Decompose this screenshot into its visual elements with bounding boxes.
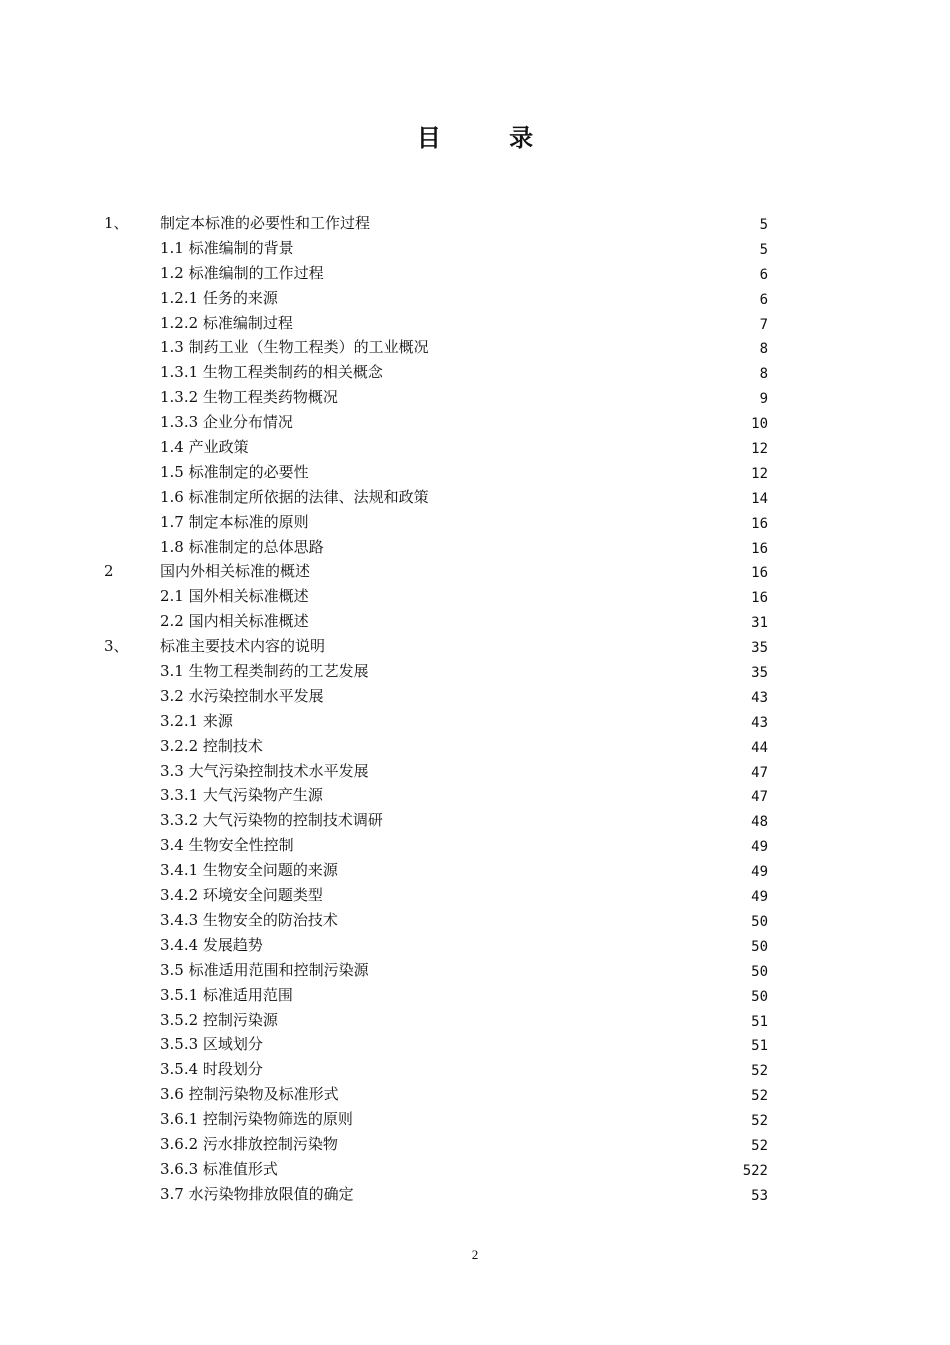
- toc-entry-page: 10: [751, 416, 768, 433]
- toc-entry-page: 49: [751, 839, 768, 856]
- toc-entry-page: 47: [751, 764, 768, 781]
- toc-entry[interactable]: [0, 559, 950, 584]
- toc-entry[interactable]: [0, 958, 950, 983]
- toc-entry-page: 50: [751, 938, 768, 955]
- toc-entry[interactable]: [0, 1057, 950, 1082]
- toc-entry-page: 14: [751, 490, 768, 507]
- toc-entry-title: 3.5.4 时段划分: [160, 1060, 263, 1079]
- toc-entry-title: 3.5 标准适用范围和控制污染源: [160, 960, 369, 979]
- toc-entry[interactable]: [0, 933, 950, 958]
- toc-entry-page: 5: [759, 217, 768, 233]
- toc-entry[interactable]: [0, 1008, 950, 1033]
- toc-entry-title: 3.6.2 污水排放控制污染物: [160, 1134, 338, 1153]
- toc-entry-page: 9: [759, 391, 768, 408]
- toc-entry[interactable]: [0, 286, 950, 311]
- toc-entry[interactable]: [0, 1082, 950, 1107]
- toc-entry-title: 3.5.2 控制污染源: [160, 1010, 278, 1029]
- toc-entry-page: 53: [751, 1187, 768, 1204]
- toc-entry[interactable]: [0, 634, 950, 659]
- toc-entry-title: 1.2.1 任务的来源: [160, 288, 278, 307]
- toc-entry-page: 44: [751, 739, 768, 756]
- toc-entry-title: 3.7 水污染物排放限值的确定: [160, 1184, 354, 1203]
- toc-entry[interactable]: [0, 709, 950, 734]
- toc-entry-title: 1.8 标准制定的总体思路: [160, 537, 324, 556]
- toc-entry-page: 50: [751, 963, 768, 980]
- toc-entry-title: 3.2.1 来源: [160, 711, 233, 730]
- toc-entry[interactable]: [0, 1107, 950, 1132]
- toc-entry-page: 7: [759, 316, 768, 333]
- toc-entry-page: 52: [751, 1137, 768, 1154]
- toc-entry-title: 制定本标准的必要性和工作过程: [160, 214, 371, 232]
- toc-entry-page: 51: [751, 1038, 768, 1055]
- toc-entry[interactable]: [0, 535, 950, 560]
- toc-entry-page: 48: [751, 814, 768, 831]
- toc-entry-title: 国内外相关标准的概述: [160, 562, 311, 581]
- toc-entry-number: 2: [104, 562, 114, 581]
- toc-entry[interactable]: [0, 983, 950, 1008]
- toc-entry-page: 12: [751, 441, 768, 458]
- toc-entry-title: 3.6.1 控制污染物筛选的原则: [160, 1110, 353, 1129]
- toc-entry[interactable]: [0, 1182, 950, 1207]
- toc-entry-title: 1.3.2 生物工程类药物概况: [160, 388, 338, 407]
- toc-entry[interactable]: [0, 311, 950, 336]
- toc-entry-number: 1、: [104, 214, 129, 232]
- toc-entry[interactable]: [0, 734, 950, 759]
- toc-entry-title: 1.2 标准编制的工作过程: [160, 263, 324, 282]
- toc-entry-title: 3.2.2 控制技术: [160, 736, 263, 755]
- toc-entry-title: 1.3.1 生物工程类制药的相关概念: [160, 363, 383, 382]
- toc-entry-title: 标准主要技术内容的说明: [160, 637, 326, 656]
- toc-entry-title: 3.1 生物工程类制药的工艺发展: [160, 662, 369, 681]
- toc-entry-page: 49: [751, 889, 768, 906]
- page-number: 2: [471, 1247, 479, 1262]
- toc-entry-page: 16: [751, 540, 768, 557]
- toc-entry-title: 1.3.3 企业分布情况: [160, 413, 293, 432]
- toc-entry-title: 3.3.1 大气污染物产生源: [160, 786, 323, 805]
- toc-entry[interactable]: [0, 335, 950, 360]
- toc-entry-page: 50: [751, 988, 768, 1005]
- toc-entry-title: 3.3 大气污染控制技术水平发展: [160, 761, 369, 780]
- table-of-contents: [0, 211, 950, 1207]
- toc-entry[interactable]: [0, 385, 950, 410]
- toc-entry[interactable]: [0, 883, 950, 908]
- toc-entry-title: 3.3.2 大气污染物的控制技术调研: [160, 811, 383, 830]
- toc-entry-title: 1.2.2 标准编制过程: [160, 313, 293, 332]
- toc-entry-title: 1.1 标准编制的背景: [160, 238, 294, 257]
- toc-entry[interactable]: [0, 858, 950, 883]
- toc-entry-page: 50: [751, 913, 768, 930]
- toc-entry-title: 1.3 制药工业（生物工程类）的工业概况: [160, 338, 429, 357]
- toc-entry-title: 3.6 控制污染物及标准形式: [160, 1085, 339, 1104]
- toc-entry-title: 1.5 标准制定的必要性: [160, 462, 309, 481]
- toc-entry-title: 2.2 国内相关标准概述: [160, 612, 309, 631]
- toc-entry-title: 3.6.3 标准值形式: [160, 1159, 278, 1178]
- toc-entry[interactable]: [0, 236, 950, 261]
- toc-entry[interactable]: [0, 510, 950, 535]
- toc-entry-page: 35: [751, 640, 768, 657]
- toc-entry[interactable]: [0, 908, 950, 933]
- toc-entry[interactable]: [0, 485, 950, 510]
- toc-entry[interactable]: [0, 435, 950, 460]
- toc-entry-title: 3.5.1 标准适用范围: [160, 985, 293, 1004]
- toc-entry-page: 16: [751, 565, 768, 582]
- toc-entry-title: 3.2 水污染控制水平发展: [160, 686, 324, 705]
- toc-entry[interactable]: [0, 684, 950, 709]
- toc-entry-title: 3.4 生物安全性控制: [160, 836, 294, 855]
- toc-entry-title: 3.4.4 发展趋势: [160, 935, 263, 954]
- toc-entry[interactable]: [0, 659, 950, 684]
- toc-entry[interactable]: [0, 1157, 950, 1182]
- toc-entry-title: 1.6 标准制定所依据的法律、法规和政策: [160, 487, 429, 506]
- toc-entry[interactable]: [0, 783, 950, 808]
- toc-entry-page: 31: [751, 615, 768, 632]
- toc-entry-page: 51: [751, 1013, 768, 1030]
- toc-entry-page: 16: [751, 515, 768, 532]
- toc-entry-title: 1.4 产业政策: [160, 438, 249, 457]
- toc-entry[interactable]: [0, 1132, 950, 1157]
- toc-entry-title: 3.4.2 环境安全问题类型: [160, 886, 323, 905]
- toc-entry-title: 3.5.3 区域划分: [160, 1035, 263, 1054]
- toc-entry[interactable]: [0, 460, 950, 485]
- toc-entry-page: 5: [759, 241, 768, 258]
- toc-entry-title: 3.4.1 生物安全问题的来源: [160, 861, 338, 880]
- toc-entry-page: 12: [751, 465, 768, 482]
- toc-entry-page: 52: [751, 1088, 768, 1105]
- toc-entry[interactable]: [0, 410, 950, 435]
- toc-entry-title: 3.4.3 生物安全的防治技术: [160, 910, 338, 929]
- toc-entry[interactable]: [0, 759, 950, 784]
- toc-entry-page: 49: [751, 864, 768, 881]
- toc-entry-page: 52: [751, 1113, 768, 1130]
- toc-entry[interactable]: [0, 833, 950, 858]
- toc-entry-title: 1.7 制定本标准的原则: [160, 512, 309, 531]
- toc-entry[interactable]: [0, 609, 950, 634]
- toc-entry[interactable]: [0, 808, 950, 833]
- toc-entry-page: 8: [759, 366, 768, 383]
- page-title: 目 录: [416, 123, 564, 152]
- toc-entry-page: 6: [759, 291, 768, 308]
- toc-entry-title: 2.1 国外相关标准概述: [160, 587, 309, 606]
- toc-entry-page: 16: [751, 590, 768, 607]
- toc-entry[interactable]: [0, 360, 950, 385]
- toc-entry-page: 43: [751, 689, 768, 706]
- toc-entry-page: 52: [751, 1063, 768, 1080]
- toc-entry-page: 47: [751, 789, 768, 806]
- toc-entry-page: 6: [759, 266, 768, 283]
- toc-entry[interactable]: [0, 261, 950, 286]
- toc-entry-number: 3、: [104, 637, 129, 656]
- toc-entry[interactable]: [0, 584, 950, 609]
- toc-entry[interactable]: [0, 1032, 950, 1057]
- toc-entry-page: 8: [759, 341, 768, 358]
- toc-entry-page: 43: [751, 714, 768, 731]
- toc-entry-page: 35: [751, 665, 768, 682]
- toc-entry[interactable]: [0, 211, 950, 236]
- toc-entry-page: 522: [742, 1162, 768, 1179]
